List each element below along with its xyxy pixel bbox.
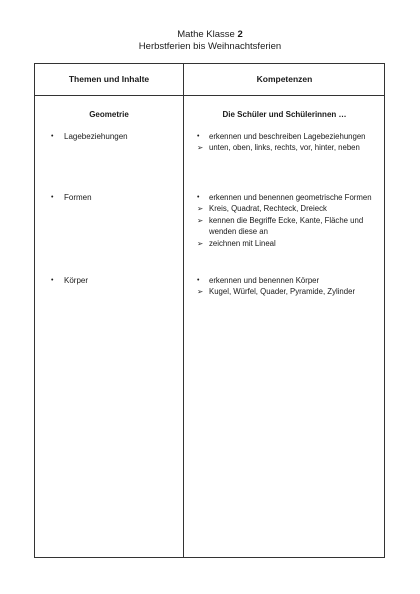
competency-block [197, 275, 383, 298]
page-subtitle: Herbstferien bis Weihnachtsferien [138, 41, 282, 52]
competency-text: Kugel, Würfel, Quader, Pyramide, Zylinder [209, 287, 356, 297]
column-header-competencies: Kompetenzen [256, 74, 313, 84]
competency-item [197, 275, 383, 286]
topic-label: Formen [64, 193, 92, 202]
competency-subitem [197, 238, 383, 249]
curriculum-table [34, 63, 385, 558]
competency-item [197, 131, 383, 142]
arrow-bullet-icon: ➢ [197, 143, 204, 153]
competency-block [197, 131, 383, 154]
title-prefix: Mathe Klasse [177, 29, 238, 40]
class-number: 2 [237, 29, 243, 40]
competency-text: erkennen und benennen Körper [209, 276, 320, 285]
bullet-icon: • [51, 277, 54, 284]
competency-text: erkennen und beschreiben Lagebeziehungen [209, 132, 366, 141]
bullet-icon: • [197, 133, 200, 140]
arrow-bullet-icon: ➢ [197, 287, 204, 297]
column-header-topics: Themen und Inhalte [68, 74, 150, 84]
competency-text: unten, oben, links, rechts, vor, hinter, neben [209, 143, 360, 153]
arrow-bullet-icon: ➢ [197, 238, 204, 248]
topic-item [51, 192, 92, 203]
bullet-icon: • [51, 194, 54, 201]
bullet-icon: • [51, 133, 54, 140]
page-header [0, 29, 420, 53]
arrow-bullet-icon: ➢ [197, 215, 204, 225]
topic-subheader: Geometrie [89, 110, 129, 119]
topic-item [51, 131, 128, 142]
competency-text: zeichnen mit Lineal [209, 238, 276, 248]
competency-subitem [197, 286, 383, 297]
bullet-icon: • [197, 277, 200, 284]
topic-label: Lagebeziehungen [64, 132, 128, 141]
competency-text: Kreis, Quadrat, Rechteck, Dreieck [209, 204, 327, 214]
arrow-bullet-icon: ➢ [197, 204, 204, 214]
competency-subitem [197, 142, 383, 153]
bullet-icon: • [197, 194, 200, 201]
competency-text: erkennen und benennen geometrische Formen [209, 193, 372, 202]
competency-subitem [197, 203, 383, 214]
topic-label: Körper [64, 276, 89, 285]
competency-text: kennen die Begriffe Ecke, Kante, Fläche und wenden diese an [209, 215, 364, 237]
topic-item [51, 275, 88, 286]
competency-block [197, 192, 383, 249]
column-divider [183, 64, 184, 557]
competency-subheader: Die Schüler und Schülerinnen … [222, 110, 347, 119]
competency-item [197, 192, 383, 203]
header-divider [35, 95, 384, 96]
page-title [0, 29, 420, 41]
competency-subitem [197, 215, 383, 238]
